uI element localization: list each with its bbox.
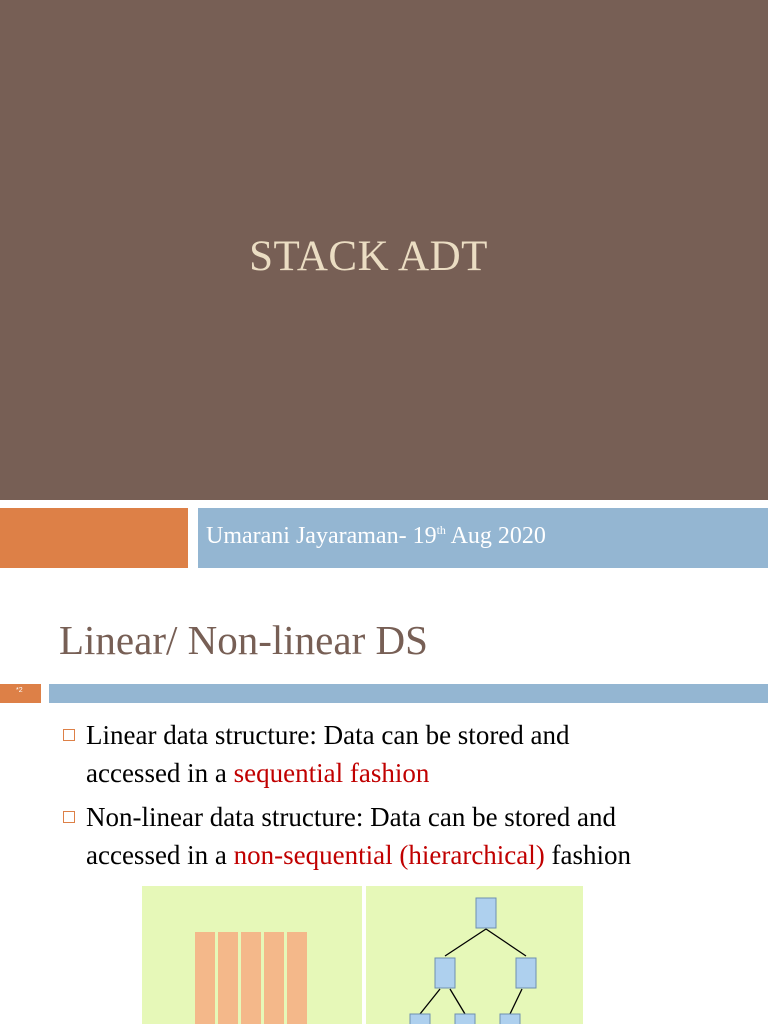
content-slide <box>0 576 768 1024</box>
slide-subtitle <box>206 523 546 550</box>
array-cell <box>218 932 238 1024</box>
bullet-2-line-2 <box>86 839 631 871</box>
author-text: Umarani Jayaraman- 19 <box>206 523 437 549</box>
tree-node <box>516 958 536 988</box>
tree-edge <box>420 989 440 1014</box>
tree-diagram-graphic <box>366 886 583 1024</box>
tree-edge <box>450 989 465 1014</box>
array-cell <box>195 932 215 1024</box>
accent-bar-orange <box>0 508 188 568</box>
title-rule-bar <box>49 684 768 703</box>
slide-title: Linear/ Non-linear DS <box>59 617 428 663</box>
highlight-text: sequential fashion <box>233 758 430 788</box>
tree-node <box>435 958 455 988</box>
slide-title: STACK ADT <box>249 233 488 280</box>
bullet-1-line-2 <box>86 757 429 789</box>
tree-node <box>455 1014 475 1024</box>
page-number: *2 <box>16 687 23 694</box>
title-slide-header-band <box>0 0 768 500</box>
bullet-text: fashion <box>544 840 631 870</box>
array-cell <box>264 932 284 1024</box>
tree-edge <box>510 989 522 1014</box>
highlight-text: non-sequential (hierarchical) <box>233 840 545 870</box>
bullet-text: accessed in a <box>86 840 234 870</box>
bullet-text: accessed in a <box>86 758 234 788</box>
subtitle-bar <box>198 508 768 568</box>
tree-node <box>410 1014 430 1024</box>
date-superscript: th <box>436 523 446 537</box>
array-cell <box>287 932 307 1024</box>
bullet-1-line-1: Linear data structure: Data can be stored and <box>86 720 570 750</box>
tree-edge <box>445 929 486 956</box>
bullet-2-line-1: Non-linear data structure: Data can be stored and <box>86 802 617 832</box>
bullet-square-icon <box>63 811 75 823</box>
array-cell <box>241 932 261 1024</box>
tree-edge <box>486 929 526 956</box>
tree-diagram <box>366 886 583 1024</box>
bullet-square-icon <box>63 729 75 741</box>
tree-node-root <box>476 898 496 928</box>
tree-node <box>500 1014 520 1024</box>
date-text: Aug 2020 <box>445 523 546 549</box>
